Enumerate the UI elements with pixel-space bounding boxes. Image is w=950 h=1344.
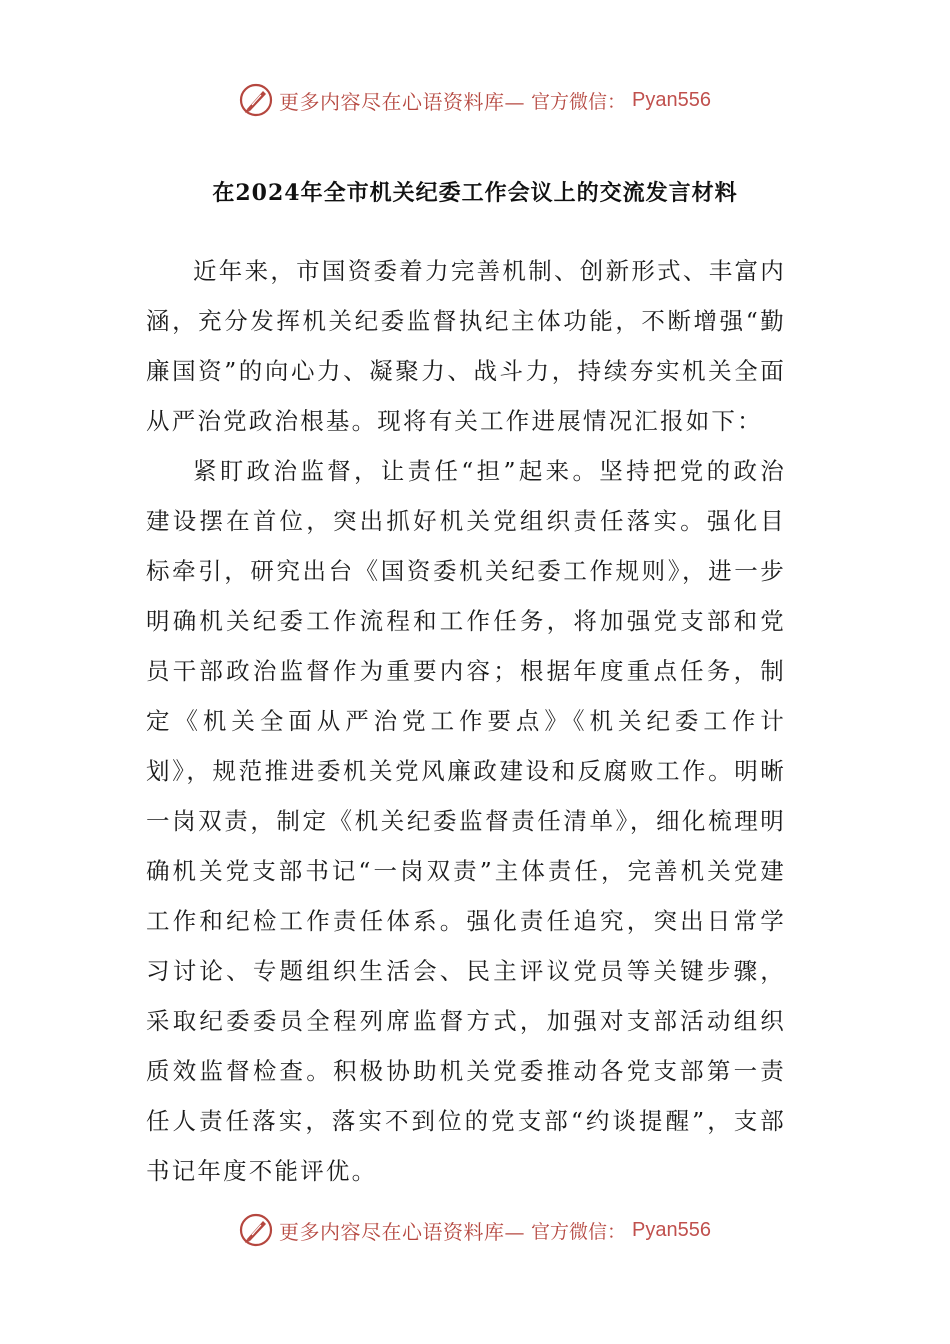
watermark-wechat-label: 官方微信：	[531, 1220, 627, 1243]
document-body	[146, 246, 786, 1196]
watermark-wechat-id: Pyan556	[632, 88, 711, 111]
watermark-text: 更多内容尽在心语资料库—	[279, 1219, 525, 1244]
paragraph-political-supervision: 紧盯政治监督，让责任“担”起来。坚持把党的政治建设摆在首位，突出抓好机关党组织责任落实。强化目标牵引，研究出台《国资委机关纪委工作规则》，进一步明确机关纪委工作流程和工作任务，将加强党支部和党员干部政治监督作为重要内容；根据年度重点任务，制定《机关全面从严治党工作要点》《机关纪委工作计划》，规范推进委机关党风廉政建设和反腐败工作。明晰一岗双责，制定《机关纪委监督责任清单》，细化梳理明确机关党支部书记“一岗双责”主体责任，完善机关党建工作和纪检工作责任体系。强化责任追究，突出日常学习讨论、专题组织生活会、民主评议党员等关键步骤，采取纪委委员全程列席监督方式，加强对支部活动组织质效监督检查。积极协助机关党委推动各党支部第一责任人责任落实，落实不到位的党支部“约谈提醒”，支部书记年度不能评优。	[146, 457, 786, 1185]
header-watermark-banner	[0, 80, 950, 120]
quill-pen-logo-icon	[239, 83, 273, 117]
watermark-text: 更多内容尽在心语资料库—	[279, 89, 525, 114]
document-title: 在2024年全市机关纪委工作会议上的交流发言材料	[212, 180, 738, 206]
watermark-wechat-id: Pyan556	[632, 1218, 711, 1241]
paragraph-intro: 近年来，市国资委着力完善机制、创新形式、丰富内涵，充分发挥机关纪委监督执纪主体功能，不断增强“勤廉国资”的向心力、凝聚力、战斗力，持续夯实机关全面从严治党政治根基。现将有关工作进展情况汇报如下：	[146, 257, 786, 435]
watermark-wechat-label: 官方微信：	[531, 90, 627, 113]
quill-pen-logo-icon	[239, 1213, 273, 1247]
footer-watermark-banner	[0, 1210, 950, 1250]
